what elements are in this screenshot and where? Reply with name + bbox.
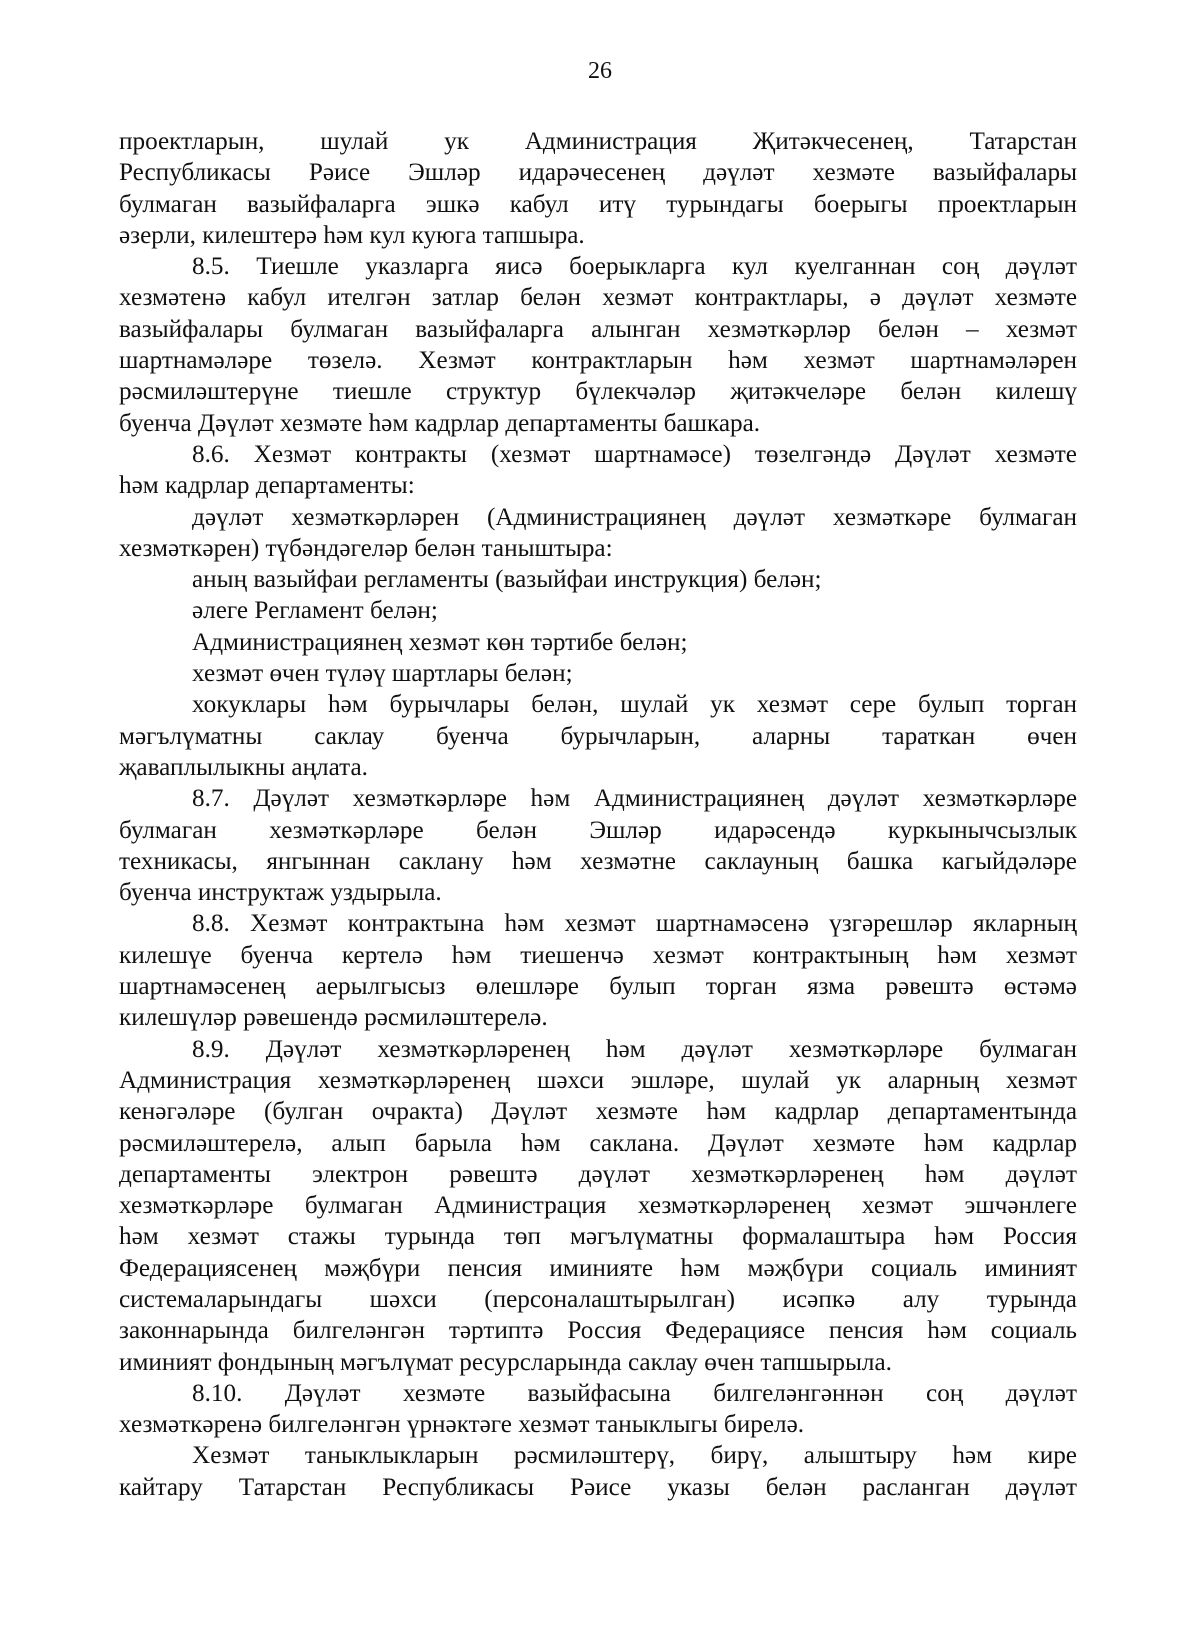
text-line: хезмәткәренә билгеләнгән үрнәктәге хезмәт таныклыгы бирелә. — [119, 1411, 805, 1439]
document-body — [119, 126, 1077, 1503]
text-line: булмаган хезмәткәрләре белән Эшләр идарәсендә куркынычсызлык — [119, 816, 1077, 844]
text-line: иминият фондының мәгълүмат ресурсларында саклау өчен тапшырыла. — [119, 1348, 892, 1376]
text-line: һәм хезмәт стажы турында төп мәгълүматны формалаштыра һәм Россия — [119, 1223, 1077, 1251]
text-line: Администрация хезмәткәрләренең шәхси эшләре, шулай ук аларның хезмәт — [119, 1066, 1077, 1094]
text-line: департаменты электрон рәвештә дәүләт хезмәткәрләренең һәм дәүләт — [119, 1160, 1077, 1188]
text-line: мәгълүматны саклау буенча бурычларын, аларны тараткан өчен — [119, 722, 1077, 750]
text-line: буенча Дәүләт хезмәте һәм кадрлар департаменты башкара. — [119, 409, 761, 437]
text-line: хезмәткәрләре булмаган Администрация хезмәткәрләренең хезмәт эшчәнлеге — [119, 1192, 1077, 1220]
text-line: һәм кадрлар департаменты: — [119, 472, 415, 500]
text-line: кайтару Татарстан Республикасы Рәисе указы белән расланган дәүләт — [119, 1473, 1077, 1501]
text-line: аның вазыйфаи регламенты (вазыйфаи инструкция) белән; — [192, 566, 822, 594]
text-line: хезмәт өчен түләү шартлары белән; — [192, 660, 573, 688]
text-line: 8.5. Тиешле указларга яисә боерыкларга кул куелганнан соң дәүләт — [192, 253, 1077, 281]
text-line: вазыйфалары булмаган вазыйфаларга алынган хезмәткәрләр белән – хезмәт — [119, 315, 1077, 343]
text-line: проектларын, шулай ук Администрация Җитәкчесенең, Татарстан — [119, 128, 1077, 155]
text-line: системаларындагы шәхси (персоналаштырылган) исәпкә алу турында — [119, 1285, 1077, 1313]
text-line: кенәгәләре (булган очракта) Дәүләт хезмәте һәм кадрлар департаментында — [119, 1098, 1077, 1126]
text-line: хезмәтенә кабул ителгән затлар белән хезмәт контрактлары, ә дәүләт хезмәте — [119, 284, 1077, 312]
text-line: шартнамәләре төзелә. Хезмәт контрактларын һәм хезмәт шартнамәләрен — [119, 347, 1077, 375]
text-line: рәсмиләштерүне тиешле структур бүлекчәләр җитәкчеләре белән килешү — [119, 378, 1077, 406]
text-line: булмаган вазыйфаларга эшкә кабул итү турындагы боерыгы проектларын — [119, 190, 1077, 218]
text-line: Республикасы Рәисе Эшләр идарәчесенең дәүләт хезмәте вазыйфалары — [119, 159, 1077, 187]
text-line: җаваплылыкны аңлата. — [119, 753, 368, 781]
text-line: Хезмәт таныклыкларын рәсмиләштерү, бирү, алыштыру һәм кире — [192, 1442, 1077, 1470]
text-line: әлеге Регламент белән; — [192, 597, 438, 625]
page-number: 26 — [588, 58, 612, 84]
text-line: рәсмиләштерелә, алып барыла һәм саклана. Дәүләт хезмәте һәм кадрлар — [119, 1129, 1077, 1157]
text-line: хокуклары һәм бурычлары белән, шулай ук хезмәт сере булып торган — [192, 691, 1077, 719]
text-line: Администрациянең хезмәт көн тәртибе белән; — [192, 628, 688, 656]
text-line: 8.9. Дәүләт хезмәткәрләренең һәм дәүләт хезмәткәрләре булмаган — [192, 1035, 1077, 1063]
text-line: буенча инструктаж уздырыла. — [119, 879, 442, 907]
text-line: Федерациясенең мәҗбүри пенсия иминияте һәм мәҗбүри социаль иминият — [119, 1254, 1077, 1282]
text-line: әзерли, килештерә һәм кул куюга тапшыра. — [119, 221, 585, 249]
text-line: техникасы, янгыннан саклану һәм хезмәтне саклауның башка кагыйдәләре — [119, 847, 1077, 875]
text-line: килешүе буенча кертелә һәм тиешенчә хезмәт контрактының һәм хезмәт — [119, 941, 1077, 969]
text-line: 8.8. Хезмәт контрактына һәм хезмәт шартнамәсенә үзгәрешләр якларның — [192, 910, 1077, 938]
text-line: дәүләт хезмәткәрләрен (Администрациянең дәүләт хезмәткәре булмаган — [192, 503, 1077, 531]
text-line: хезмәткәрен) түбәндәгеләр белән таныштыра: — [119, 534, 613, 562]
text-line: законнарында билгеләнгән тәртиптә Россия Федерациясе пенсия һәм социаль — [119, 1317, 1077, 1345]
text-line: шартнамәсенең аерылгысыз өлешләре булып торган язма рәвештә өстәмә — [119, 973, 1077, 1001]
text-line: 8.10. Дәүләт хезмәте вазыйфасына билгеләнгәннән соң дәүләт — [192, 1379, 1077, 1407]
text-line: килешүләр рәвешендә рәсмиләштерелә. — [119, 1004, 548, 1032]
text-line: 8.6. Хезмәт контракты (хезмәт шартнамәсе) төзелгәндә Дәүләт хезмәте — [192, 440, 1077, 468]
text-line: 8.7. Дәүләт хезмәткәрләре һәм Администрациянең дәүләт хезмәткәрләре — [192, 785, 1077, 813]
